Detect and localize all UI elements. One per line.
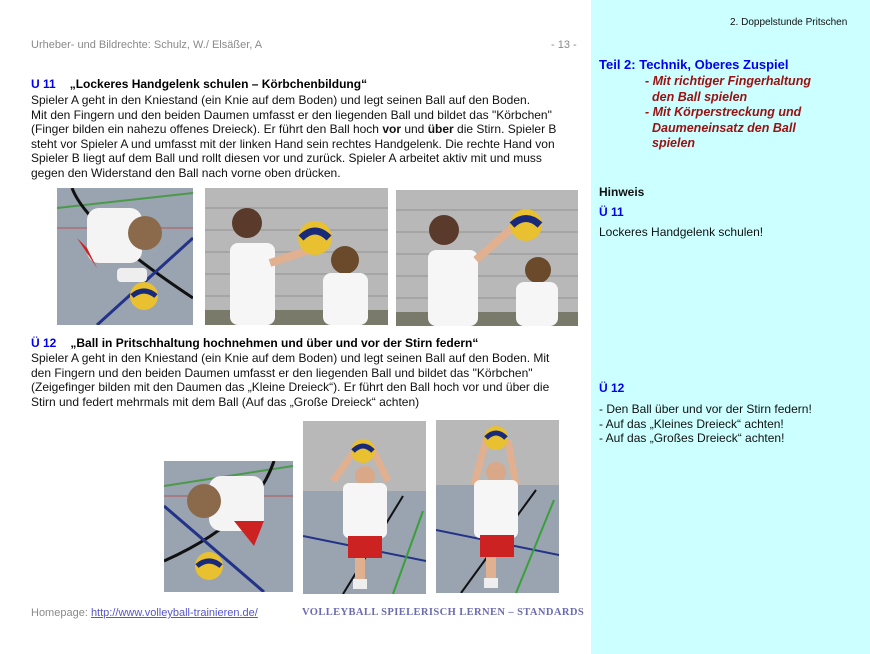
homepage-link[interactable]: http://www.volleyball-trainieren.de/ [90,607,258,619]
section-title: 2. Doppelstunde Pritschen [730,17,848,28]
bold-word: vor [382,122,401,137]
footer-homepage [31,607,258,619]
hint-12-number: Ü 12 [599,381,625,395]
text-fragment: und [401,122,428,137]
photo-kneeling-ball-floor [57,188,193,325]
text-line [31,122,586,137]
exercise-12-title: „Ball in Pritschhaltung hochnehmen und über und vor der Stirn federn“ [70,336,479,350]
copyright-header: Urheber- und Bildrechte: Schulz, W./ Elsäßer, A [31,39,263,51]
text-line: Mit den Fingern und den beiden Daumen umfasst er den liegenden Ball und bildet das "Körbchen" [31,107,552,122]
exercise-11-number: U 11 [31,77,56,91]
hint-11-number: Ü 11 [599,205,624,219]
photo-kneeling-ball-forehead [303,421,426,594]
goal-line: - Mit richtiger Fingerhaltung [645,74,811,88]
hint-line: - Auf das „Großes Dreieck“ achten! [599,431,785,445]
goal-line: spielen [652,136,696,150]
part-title: Teil 2: Technik, Oberes Zuspiel [599,57,789,72]
photo-partner-wrist-ball-front [205,188,388,325]
text-line: steht vor Spieler A und umfasst mit der linken Hand sein rechtes Handgelenk. Die rechte Hand von [31,136,555,151]
goal-1 [645,74,811,105]
text-line: Spieler A geht in den Kniestand (ein Knie auf dem Boden) und legt seinen Ball auf den Boden. Mit [31,351,550,365]
footer-brand: VOLLEYBALL SPIELERISCH LERNEN – STANDARDS [302,607,585,618]
goal-line: Daumeneinsatz den Ball [652,120,796,135]
text-line: den Fingern und den beiden Daumen umfasst er den liegenden Ball und bildet das "Körbchen" [31,365,533,380]
exercise-12-description [31,351,586,409]
exercise-12-number: Ü 12 [31,336,57,350]
photo-kneeling-hands-on-ball [164,461,293,592]
text-fragment: die Stirn. Spieler B [453,122,557,137]
photo-kneeling-ball-above-head [436,420,559,593]
text-line: Spieler A geht in den Kniestand (ein Knie auf dem Boden) und legt seinen Ball auf den Boden. [31,93,531,107]
exercise-11-title: „Lockeres Handgelenk schulen – Körbchenbildung“ [69,77,368,91]
text-fragment: (Finger bilden ein nahezu offenes Dreieck). Er führt den Ball hoch [31,122,383,137]
hint-11-text [599,225,763,240]
page-number: - 13 - [551,39,577,51]
text-line: Stirn und federt mehrmals mit dem Ball (Auf das „Große Dreieck“ achten) [31,394,420,409]
hint-line: - Den Ball über und vor der Stirn federn! [599,402,812,416]
goal-2 [645,105,801,152]
homepage-label: Homepage: [31,607,91,619]
text-line: (Zeigefinger bilden mit den Daumen das „Kleine Dreieck“). Er führt den Ball hoch vor und über die [31,380,550,395]
goal-line: - Mit Körperstreckung und [645,105,802,119]
hint-label: Hinweis [599,185,645,199]
exercise-11-heading [31,77,367,91]
hint-12-text [599,402,812,446]
text-line: Spieler B liegt auf dem Ball und rollt diesen vor und zurück. Spieler A arbeitet aktiv mit und muss [31,151,542,166]
text-line: gegen den Widerstand den Ball nach vorne oben drücken. [31,165,341,180]
hint-line: Lockeres Handgelenk schulen! [599,225,764,239]
photo-partner-wrist-ball-above [396,190,578,326]
hint-line: - Auf das „Kleines Dreieck“ achten! [599,416,784,431]
goal-line: den Ball spielen [652,89,748,104]
exercise-11-description [31,93,586,181]
bold-word: über [427,122,454,137]
exercise-12-heading [31,336,478,350]
sidebar-panel [591,0,870,654]
